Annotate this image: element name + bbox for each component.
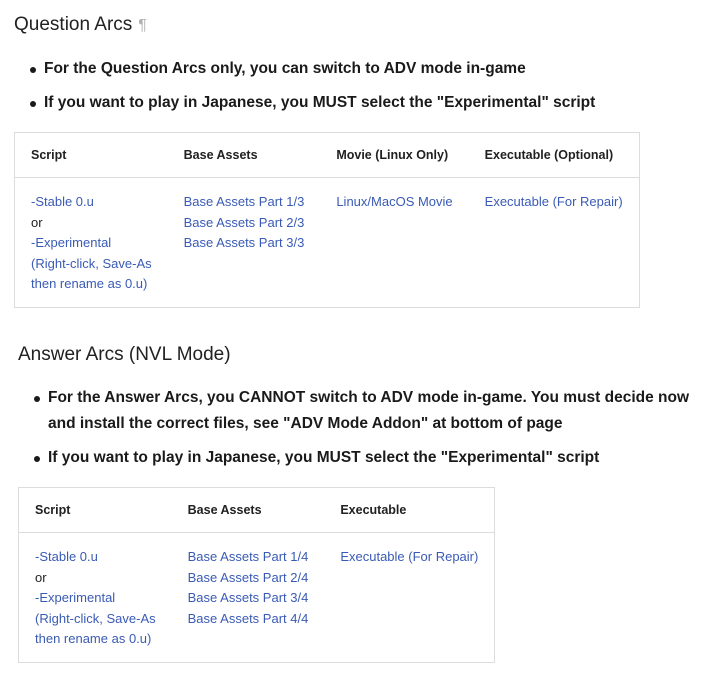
header-executable: Executable (Optional)	[469, 133, 640, 178]
answer-arcs-title: Answer Arcs (NVL Mode)	[18, 344, 231, 365]
answer-arcs-bullet-1: For the Answer Arcs, you CANNOT switch to ADV mode in-game. You must decide now and install the correct files, see "ADV Mode Addon" at bottom of page	[18, 385, 708, 437]
executable-cell	[324, 533, 495, 663]
answer-arcs-bullet-2: If you want to play in Japanese, you MUST select the "Experimental" script	[18, 445, 708, 471]
or-text: or	[31, 214, 43, 230]
question-arcs-heading	[14, 13, 640, 37]
answer-arcs-table	[18, 487, 495, 663]
header-base-assets: Base Assets	[172, 488, 325, 533]
or-text: or	[35, 569, 47, 585]
header-executable: Executable	[324, 488, 495, 533]
header-base-assets: Base Assets	[168, 133, 321, 178]
question-arcs-bullets	[14, 56, 640, 116]
pilcrow-icon[interactable]: ¶	[138, 17, 147, 34]
stable-script-link[interactable]: -Stable 0.u	[31, 194, 94, 209]
answer-arcs-heading	[18, 343, 708, 367]
script-cell	[15, 178, 168, 308]
base-assets-part-3-link[interactable]: Base Assets Part 3/4	[187, 590, 309, 605]
table-header-row	[15, 133, 640, 178]
header-movie: Movie (Linux Only)	[320, 133, 468, 178]
experimental-note-line-1[interactable]: (Right-click, Save-As	[35, 610, 156, 626]
header-script: Script	[19, 488, 172, 533]
stable-script-link[interactable]: -Stable 0.u	[35, 549, 98, 564]
header-script: Script	[15, 133, 168, 178]
experimental-note-line-2[interactable]: then rename as 0.u)	[31, 276, 148, 291]
base-assets-part-2-link[interactable]: Base Assets Part 2/3	[183, 214, 305, 230]
script-cell	[19, 533, 172, 663]
executable-link[interactable]: Executable (For Repair)	[484, 194, 623, 209]
question-arcs-table	[14, 132, 640, 308]
base-assets-cell	[172, 533, 325, 663]
answer-arcs-section	[18, 330, 708, 663]
base-assets-part-2-link[interactable]: Base Assets Part 2/4	[187, 569, 309, 585]
base-assets-part-3-link[interactable]: Base Assets Part 3/3	[183, 235, 305, 250]
question-arcs-section	[14, 0, 640, 308]
question-arcs-bullet-1: For the Question Arcs only, you can switch to ADV mode in-game	[14, 56, 640, 82]
table-header-row	[19, 488, 495, 533]
experimental-note-line-1[interactable]: (Right-click, Save-As	[31, 255, 152, 271]
executable-cell	[469, 178, 640, 308]
question-arcs-bullet-2: If you want to play in Japanese, you MUST select the "Experimental" script	[14, 90, 640, 116]
base-assets-part-4-link[interactable]: Base Assets Part 4/4	[187, 610, 309, 626]
movie-cell	[320, 178, 468, 308]
base-assets-part-1-link[interactable]: Base Assets Part 1/3	[183, 194, 305, 209]
answer-arcs-bullets	[18, 385, 708, 471]
question-arcs-title: Question Arcs	[14, 14, 133, 35]
table-row	[15, 178, 640, 308]
base-assets-part-1-link[interactable]: Base Assets Part 1/4	[187, 549, 309, 564]
movie-link[interactable]: Linux/MacOS Movie	[336, 194, 453, 209]
base-assets-cell	[168, 178, 321, 308]
experimental-script-link[interactable]: -Experimental	[31, 235, 112, 250]
table-row	[19, 533, 495, 663]
experimental-script-link[interactable]: -Experimental	[35, 590, 116, 605]
experimental-note-line-2[interactable]: then rename as 0.u)	[35, 631, 152, 646]
executable-link[interactable]: Executable (For Repair)	[340, 549, 479, 564]
